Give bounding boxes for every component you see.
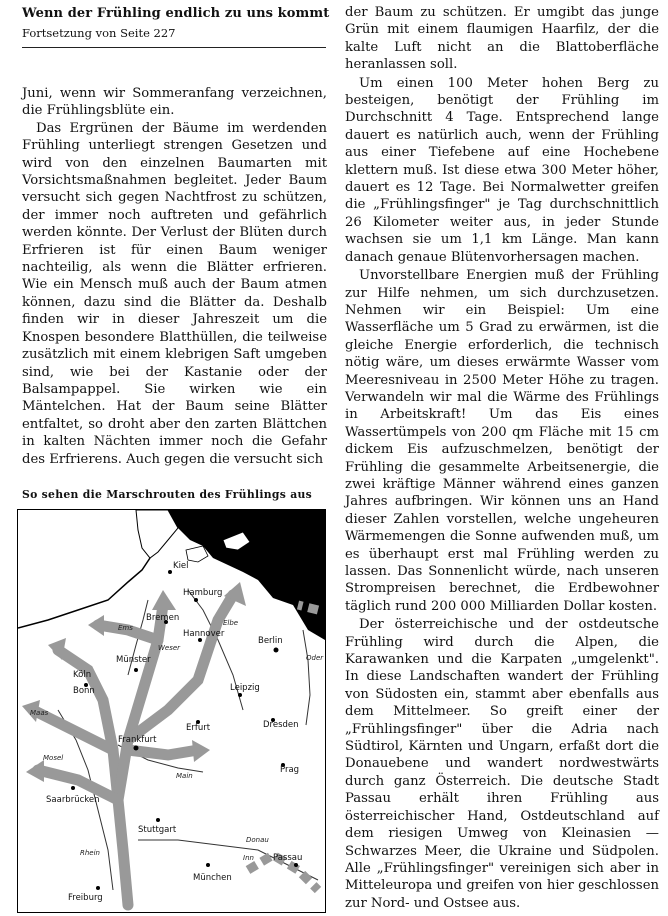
river-label: Inn [243,854,254,862]
city-dot [168,570,172,574]
peninsula-shape [136,510,178,558]
arrow-head [26,760,44,782]
right-text [345,4,659,913]
river-line [303,630,310,725]
place-label: Leipzig [230,683,260,693]
city-dot [206,863,210,867]
city-dot [96,886,100,890]
river-label: Weser [158,644,181,652]
title-rule [22,47,326,48]
place-label: Münster [116,655,151,665]
place-label: Prag [280,765,300,775]
paragraph: Das Ergrünen der Bäume im werdenden Frühling unterliegt strengen Gesetzen und wird von den einzelnen Baumarten mit Vorsichtsmaßnahmen begleitet. Jeder Baum versucht sich gegen Nachtfrost zu schützen, der immer noch auftreten und gefährlich werden könnte. Der Verlust der Blüten durch Erfrieren ist für einen Baum weniger nachteilig, als wenn die Blätter erfrieren. Wie ein Mensch muß auch der Baum atmen können, dazu sind die Blätter da. Deshalb finden wir in dieser Jahreszeit um die Knospen besondere Blatthüllen, die teilweise zusätzlich mit einem klebrigen Saft umgeben sind, wie bei der Kastanie oder der Balsampappel. Sie wirken wie ein Mäntelchen. Hat der Baum seine Blätter entfaltet, so droht aber den zarten Blättchen in kalten Nächten immer noch die Gefahr des Erfrierens. Auch gegen die versucht sich [22,120,327,467]
place-label: Hannover [183,629,225,639]
city-dot [134,668,138,672]
spring-route-arrow [128,750,198,755]
place-label: Stuttgart [138,825,177,835]
place-label: München [193,873,232,883]
river-label: Mosel [43,754,64,762]
sea-area [168,510,325,640]
river-label: Ems [118,624,133,632]
place-label: Frankfurt [118,735,157,745]
city-dot [71,786,75,790]
river-label: Donau [246,836,269,844]
city-dot [274,648,279,653]
place-label: Bonn [73,686,95,696]
place-label: Dresden [263,720,299,730]
river-label: Maas [30,709,49,717]
city-dot [238,693,242,697]
paragraph: Der österreichische und der ostdeutsche Frühling wird durch die Alpen, die Karawanken und die Karpaten „umgelenkt". In diese Landschaften wandert der Frühling von Südosten ein, stammt aber ebenfalls aus dem Mittelmeer. So greift einer der „Frühlingsfinger" über die Adria nach Südtirol, Kärnten und Ungarn, erfaßt dort die Donauebene und wandert nordwestwärts durch ganz Österreich. Die deutsche Stadt Passau erhält ihren Frühling aus österreichischer Hand, Ostdeutschland auf dem riesigen Umweg von Kleinasien — Schwarzes Meer, die Ukraine und Südpolen. Alle „Frühlingsfinger" vereinigen sich aber in Mitteleuropa und greifen von hier geschlossen zur Nord- und Ostsee aus. [345,617,659,911]
river-label: Oder [306,654,324,662]
place-label: Berlin [258,636,283,646]
continuation-note: Fortsetzung von Seite 227 [22,26,176,40]
arrow-head [152,590,176,610]
island-shape [186,546,208,562]
city-dot [294,863,298,867]
place-label: Freiburg [68,893,103,903]
city-dot [156,818,160,822]
paragraph: Unvorstellbare Energien muß der Frühling zur Hilfe nehmen, um sich durchzusetzen. Nehmen wir ein Beispiel: Um eine Wasserfläche um 5 Grad zu erwärmen, ist die gleiche Energie erforderlich, die technisch nötig wäre, um dieses erwärmte Wasser vom Meeresniveau in 2500 Meter Höhe zu tragen. Verwandeln wir mal die Wärme des Frühlings in Arbeitskraft! Um das Eis eines Wassertümpels von 200 qm Fläche mit 15 cm dickem Eis aufzuschmelzen, benötigt der Frühling die gesammelte Arbeitsenergie, die zwei kräftige Männer während eines ganzen Jahres aufbringen. Wir können uns an Hand dieser Zahlen vorstellen, welche ungeheuren Wärmemengen die Sonne aufwenden muß, um es überhaupt erst mal Frühling werden zu lassen. Das Sonnenlicht würde, nach unseren Strompreisen berechnet, die Erdbewohner täglich rund 200 000 Milliarden Dollar kosten. [345,268,659,614]
arrow-head [88,615,104,636]
article-title: Wenn der Frühling endlich zu uns kommt [22,6,330,21]
paragraph: Juni, wenn wir Sommeranfang verzeichnen, die Frühlingsblüte ein. [22,86,327,119]
city-dot [194,598,198,602]
place-label: Saarbrücken [46,795,100,805]
place-label: Passau [273,853,303,863]
coastline [18,558,150,628]
map-caption: So sehen die Marschrouten des Frühlings aus [22,488,313,501]
paragraph: der Baum zu schützen. Er umgibt das junge Grün mit einem flaumigen Haarfilz, der die kalte Luft nicht an die Blattoberfläche heranlassen soll. [345,5,659,73]
river-label: Rhein [80,849,100,857]
place-label: Erfurt [186,723,211,733]
place-label: Kiel [173,561,189,571]
place-label: Hamburg [183,588,223,598]
left-text [22,85,327,468]
paragraph: Um einen 100 Meter hohen Berg zu besteigen, benötigt der Frühling im Durchschnitt 4 Tage. Entsprechend lange dauert es natürlich auch, wenn der Frühling aus einer Tiefebene auf eine Hochebene klettern muß. Ist diese etwa 300 Meter höher, dauert es 12 Tage. Bei Normalwetter greifen die „Frühlingsfinger" je Tag durchschnittlich 26 Kilometer weiter aus, in jeder Stunde wachsen sie um 1,1 km Länge. Man kann danach genaue Blütenvorhersagen machen. [345,75,659,265]
arrow-head [192,740,210,762]
city-dot [134,746,139,751]
place-label: Bremen [146,613,180,623]
river-label: Elbe [223,619,239,627]
place-label: Köln [73,670,92,680]
river-label: Main [176,772,193,780]
spring-routes-map [17,509,326,913]
